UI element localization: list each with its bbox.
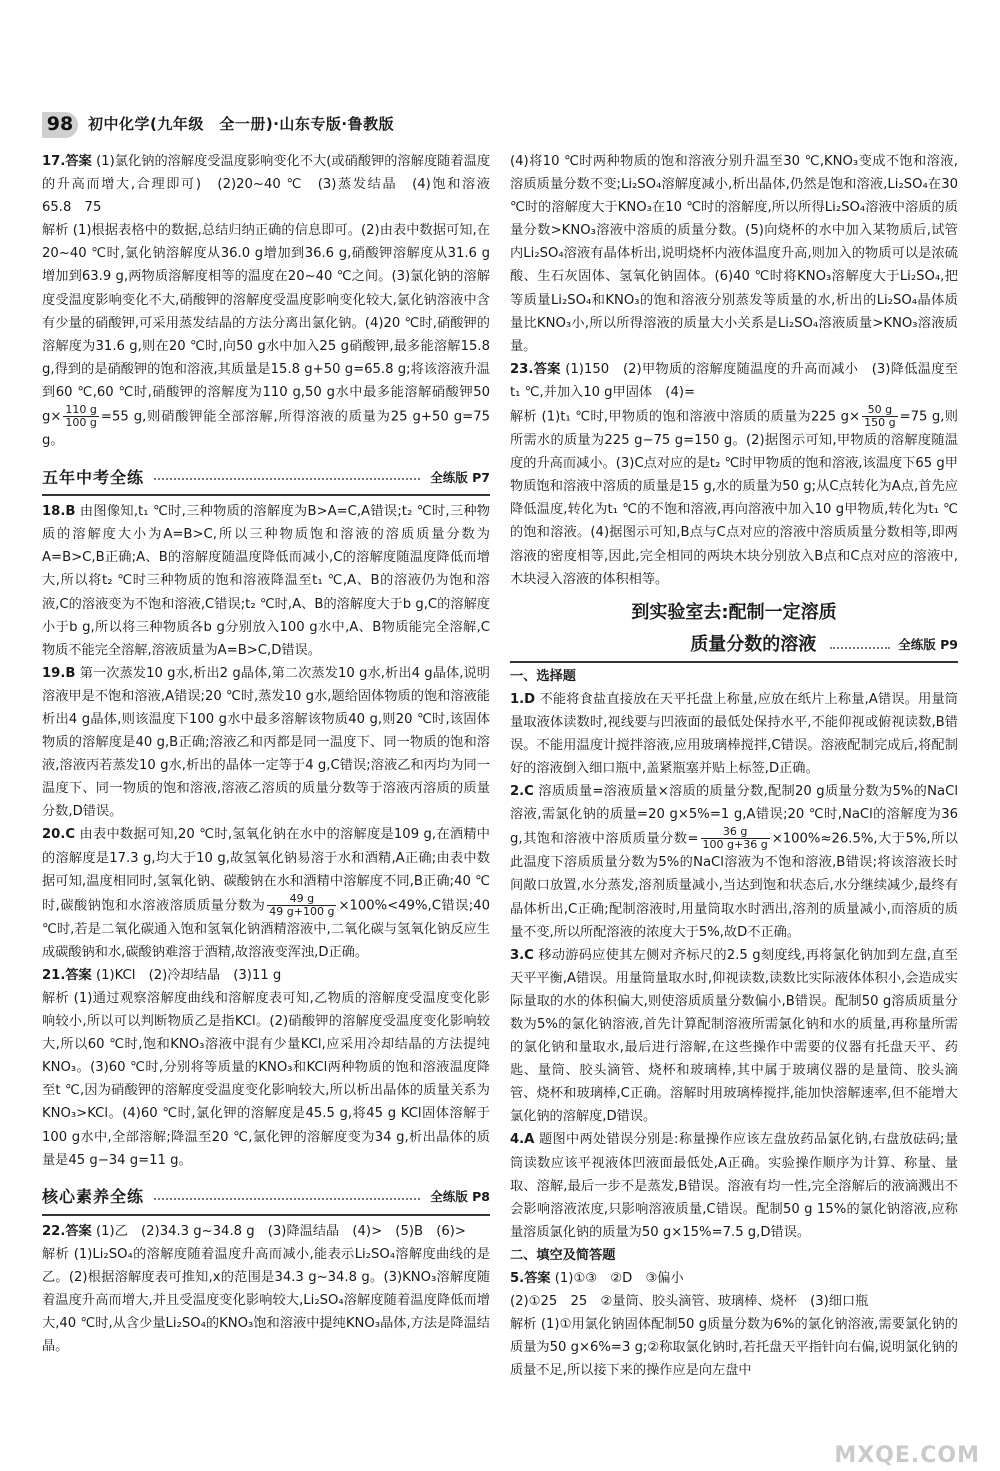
answer-tag: 答案 [65,967,92,983]
question-number: 17. [42,154,66,169]
page-number: 98 [42,112,78,138]
answer-text: (1)KCl (2)冷却结晶 (3)11 g [95,967,282,983]
question-number: 3.C [510,947,534,963]
answer-r1 [510,688,958,780]
answer-21 [42,964,490,987]
answer-20 [42,823,490,963]
fraction-numerator: 50 g [862,404,897,417]
page-header [42,112,394,138]
answer-text: (1)氯化钠的溶解度受温度影响变化不大(或硝酸钾的溶解度随着温度的升高而增大,合理即可) (2)20~40 ℃ (3)蒸发结晶 (4)饱和溶液 65.8 75 [42,154,504,216]
section-title: 核心素养全练 [42,1187,145,1207]
left-column [42,150,504,1358]
answer-tag: 答案 [65,1223,92,1239]
section-ref: 全练版 P7 [430,469,490,485]
answer-23 [510,358,958,404]
answer-r4 [510,1128,958,1243]
lab-title-text: 质量分数的溶液 [690,633,817,655]
answer-text: 溶质质量=溶液质量×溶质的质量分数,配制20 g质量分数为5%的NaCl溶液,需氯化钠的质量=20 g×5%=1 g,A错误;20 ℃时,NaCl的溶解度为36 g,其饱和溶液中溶质质量分数= [510,784,958,847]
question-number: 4.A [510,1132,535,1148]
question-number: 1.D [510,691,536,707]
answer-text: 不能将食盐直接放在天平托盘上称量,应放在纸片上称量,A错误。用量筒量取液体读数时,视线要与凹液面的最低处保持水平,不能仰视或俯视读数,B错误。不能用温度计搅拌溶液,应用玻璃棒搅拌,C错误。溶液配制完成后,将配制好的溶液倒入细口瓶中,盖紧瓶塞并贴上标签,D正确。 [510,691,958,777]
question-number: 23. [510,361,534,377]
analysis-text: (1)①用氯化钠固体配制50 g质量分数为6%的氯化钠溶液,需要氯化钠的质量为50 g×6%=3 g;②称取氯化钠时,若托盘天平指针向右偏,说明氯化钠的质量不足,所以接下来的操作应是向左盘中 [510,1317,958,1379]
answer-18 [42,500,490,662]
fraction-numerator: 110 g [65,403,97,417]
subheading-fill: 二、填空及简答题 [510,1247,616,1263]
fraction [862,404,897,429]
answer-r2 [510,780,958,944]
section-title: 五年中考全练 [42,467,145,487]
analysis-21 [42,987,490,1172]
analysis-22 [42,1243,490,1358]
analysis-tag: 解析 [510,1317,537,1333]
question-number: 18.B [42,504,76,520]
section-ref: 全练版 P9 [898,636,958,652]
fraction [701,826,770,851]
fraction-denominator: 100 g+36 g [702,838,768,852]
analysis-tag: 解析 [42,991,70,1006]
fraction-denominator: 100 g [65,416,97,430]
answer-text: (1)150 (2)甲物质的溶解度随温度的升高而减小 (3)降低温度至t₁ ℃,并加入10 g甲固体 (4)= [510,361,958,400]
question-number: 2.C [510,784,534,800]
answer-text: 题图中两处错误分别是:称量操作应该左盘放药品氯化钠,右盘放砝码;量筒读数应该平视液体凹液面最低处,A正确。实验操作顺序为计算、称量、量取、溶解,最后一步不是蒸发,B错误。溶液有均一性,完全溶解后的液滴溅出不会影响溶液浓度,只影响溶液质量,C错误。配制50 g 15%的氯化钠溶液,应称量溶质氯化钠的质量为50 g×15%=7.5 g,D错误。 [510,1132,959,1240]
fraction-denominator: 150 g [864,416,896,430]
analysis-tag: 解析 [42,1246,70,1262]
analysis-text: =75 g,则所需水的质量为225 g−75 g=150 g。(2)据图示可知,甲物质的溶解度随温度的升高而减小。(3)C点对应的是t₂ ℃时甲物质的饱和溶液,该温度下65 g甲物质饱和溶液中溶质的质量是15 g,水的质量为50 g;从C点转化为A点,首先应降低温度,转化为t₁ ℃的不饱和溶液,再向溶液中加入10 g甲物质,转化为t₁ ℃的饱和溶液。(4)据图示可知,B点与C点对应的溶液中溶质质量分数相等,即两溶液的密度相等,因此,完全相同的两块木块分别放入B点和C点对应的溶液中,木块浸入溶液的体积相等。 [510,409,958,587]
analysis-tag: 解析 [510,409,538,425]
answer-tag: 答案 [533,361,561,377]
answer-text: 移动游码应使其左侧对齐标尺的2.5 g刻度线,再将氯化钠加到左盘,直至天平平衡,A错误。用量筒量取水时,仰视读数,读数比实际液体体积小,会造成实际量取的水的体积偏大,则使溶质质量分数偏小,B错误。配制50 g溶质质量分数为5%的氯化钠溶液,首先计算配制溶液所需氯化钠和水的质量,再称量所需的氯化钠和量取水,最后进行溶解,在这些操作中需要的仪器有托盘天平、药匙、量筒、胶头滴管、烧杯和玻璃棒,其中属于玻璃仪器的是量筒、胶头滴管、烧杯和玻璃棒,C正确。溶解时用玻璃棒搅拌,能加快溶解速率,但不能增大氯化钠的溶解度,D错误。 [510,947,958,1125]
question-number: 22. [42,1223,66,1239]
dotted-leader [154,478,420,480]
question-number: 19.B [42,665,76,681]
fraction [267,893,336,918]
answer-tag: 答案 [65,154,92,169]
answer-r3 [510,944,958,1129]
page-title: 初中化学(九年级 全一册)·山东专版·鲁教版 [88,115,395,134]
answer-22 [42,1220,490,1243]
section-heading-five-year [42,460,490,496]
answer-r5-line2: (2)①25 25 ②量筒、胶头滴管、玻璃棒、烧杯 (3)细口瓶 [510,1294,869,1310]
answer-r5 [510,1267,958,1290]
analysis-text: (1)Li₂SO₄的溶解度随着温度升高而减小,能表示Li₂SO₄溶解度曲线的是乙。(2)根据溶解度表可推知,x的范围是34.3 g~34.8 g。(3)KNO₃溶解度随着温度升高而增大,并且受温度变化影响较大,Li₂SO₄溶解度随着温度降低而增大,40 ℃时,从含少量Li₂SO₄的KNO₃饱和溶液中提纯KNO₃晶体,方法是降温结晶。 [42,1246,491,1355]
section-ref: 全练版 P8 [430,1189,490,1205]
answer-text: (1)①③ ②D ③偏小 [554,1271,684,1287]
dotted-leader [830,647,890,649]
analysis-17 [42,219,490,452]
fraction-denominator: 49 g+100 g [269,904,335,918]
analysis-text: (1)根据表格中的数据,总结归纳正确的信息即可。(2)由表中数据可知,在20~40 ℃时,氯化钠溶解度从36.0 g增加到36.6 g,硝酸钾溶解度从31.6 g增加到63.9 g,两物质溶解度相等的温度在20~40 ℃之间。(3)氯化钠的溶解度受温度影响变化不大,硝酸钾的溶解度受温度影响变化较大,氯化钠溶液中含有少量的硝酸钾,可采用蒸发结晶的方法分离出氯化钠。(4)20 ℃时,硝酸钾的溶解度为31.6 g,则在20 ℃时,向50 g水中加入25 g硝酸钾,最多能溶解15.8 g,得到的是硝酸钾的饱和溶液,其质量是15.8 g+50 g=65.8 g;将该溶液升温到60 ℃,60 ℃时,硝酸钾的溶解度为110 g,50 g水中最多能溶解硝酸钾50 g× [42,223,490,425]
analysis-text: (1)通过观察溶解度曲线和溶解度表可知,乙物质的溶解度受温度变化影响较小,所以可以判断物质乙是指KCl。(2)硝酸钾的溶解度受温度变化影响较大,所以60 ℃时,饱和KNO₃溶液中混有少量KCl,应采用冷却结晶的方法提纯KNO₃。(3)60 ℃时,分别将等质量的KNO₃和KCl两种物质的饱和溶液温度降至t ℃,因为硝酸钾的溶解度受温度变化影响较大,所以析出晶体的质量关系为KNO₃>KCl。(4)60 ℃时,氯化钾的溶解度是45.5 g,将45 g KCl固体溶解于100 g水中,全部溶解;降温至20 ℃,氯化钾的溶解度变为34 g,析出晶体的质量是45 g−34 g=11 g。 [42,991,490,1168]
subheading-choice: 一、选择题 [510,668,576,684]
answer-17 [42,150,504,219]
answer-tag: 答案 [524,1271,551,1287]
fraction-numerator: 49 g [267,893,336,906]
dotted-leader [154,1198,420,1200]
question-number: 21. [42,967,66,983]
answer-text: 由表中数据可知,20 ℃时,氢氧化钠在水中的溶解度是109 g,在酒精中的溶解度是17.3 g,均大于10 g,故氢氧化钠易溶于水和酒精,A正确;由表中数据可知,温度相同时,氢氧化钠、碳酸钠在水和酒精中溶解度不同,B正确;40 ℃时,碳酸钠饱和水溶液溶质质量分数为 [42,827,490,914]
question-number: 20.C [42,827,76,843]
lab-title-line2 [510,629,958,663]
answer-text: ×100%<49%,C错误;40 ℃时,若是二氧化碳通入饱和氢氧化钠酒精溶液中,二氧化碳与氢氧化钠反应生成碳酸钠和水,碳酸钠难溶于酒精,故溶液变浑浊,D正确。 [42,898,490,960]
section-heading-core [42,1180,490,1216]
fraction-numerator: 36 g [701,826,770,839]
answer-text: 由图像知,t₁ ℃时,三种物质的溶解度为B>A=C,A错误;t₂ ℃时,三种物质的溶解度大小为A=B>C,所以三种物质饱和溶液的溶质质量分数为A=B>C,B正确;A、B的溶解度随温度降低而减小,C的溶解度随温度降低而增大,所以将t₂ ℃时三种物质的饱和溶液降温至t₁ ℃,A、B的溶液仍为饱和溶液,C的溶液变为不饱和溶液,C错误;t₂ ℃时,A、B的溶解度大于b g,C的溶解度小于b g,所以将三种物质各b g分别放入100 g水中,A、B物质能完全溶解,C物质不能完全溶解,溶液质量为A=B>C,D错误。 [42,504,490,658]
analysis-22-continued: (4)将10 ℃时两种物质的饱和溶液分别升温至30 ℃,KNO₃变成不饱和溶液,溶质质量分数不变;Li₂SO₄溶解度减小,析出晶体,仍然是饱和溶液,Li₂SO₄在30 ℃时的溶解度大于KNO₃在10 ℃时的溶解度,所以所得Li₂SO₄溶液中溶质的质量分数>KNO₃溶液中溶质的质量分数。(5)向烧杯的水中加入某物质后,试管内Li₂SO₄溶液有晶体析出,说明烧杯内液体温度升高,则加入的物质可以是浓硫酸、生石灰固体、氢氧化钠固体。(6)40 ℃时将KNO₃溶解度大于Li₂SO₄,把等质量Li₂SO₄和KNO₃的饱和溶液分别蒸发等质量的水,析出的Li₂SO₄晶体质量比KNO₃小,所以所得溶液的质量大小关系是Li₂SO₄溶液质量>KNO₃溶液质量。 [510,154,958,354]
answer-text: 第一次蒸发10 g水,析出2 g晶体,第二次蒸发10 g水,析出4 g晶体,说明溶液甲是不饱和溶液,A错误;20 ℃时,蒸发10 g水,题给固体物质的饱和溶液能析出4 g晶体,则该温度下100 g水中最多溶解该物质40 g,则20 ℃时,该固体物质的溶解度是40 g,B正确;溶液乙和丙都是同一温度下、同一物质的饱和溶液,溶液丙若蒸发10 g水,析出的晶体一定等于4 g,C错误;溶液乙和丙均为同一温度下、同一物质的饱和溶液,溶液乙溶质的质量分数等于溶液丙溶质的质量分数,D错误。 [42,665,490,820]
question-number: 5. [510,1271,525,1287]
analysis-tag: 解析 [42,223,69,239]
analysis-23 [510,404,958,591]
answer-text: ×100%≈26.5%,大于5%,所以此温度下溶质质量分数为5%的NaCl溶液为不饱和溶液,B错误;将该溶液长时间敞口放置,水分蒸发,溶剂质量减小,当达到饱和状态后,水分继续减少,最终有晶体析出,C正确;配制溶液时,用量筒取水时洒出,溶剂的质量减小,而溶质的质量不变,所以所配溶液的浓度大于5%,故D不正确。 [510,831,958,940]
right-column [510,150,958,1383]
watermark: MXQE.COM [834,1442,980,1468]
answer-19 [42,662,490,824]
lab-title-line1: 到实验室去:配制一定溶质 [631,601,837,623]
analysis-text: (1)t₁ ℃时,甲物质的饱和溶液中溶质的质量为225 g× [541,409,861,425]
analysis-r5 [510,1313,958,1382]
answer-text: (1)乙 (2)34.3 g~34.8 g (3)降温结晶 (4)> (5)B (6)> [95,1223,466,1239]
fraction [63,404,98,429]
analysis-text: =55 g,则硝酸钾能全部溶解,所得溶液的质量为25 g+50 g=75 g。 [42,409,490,449]
